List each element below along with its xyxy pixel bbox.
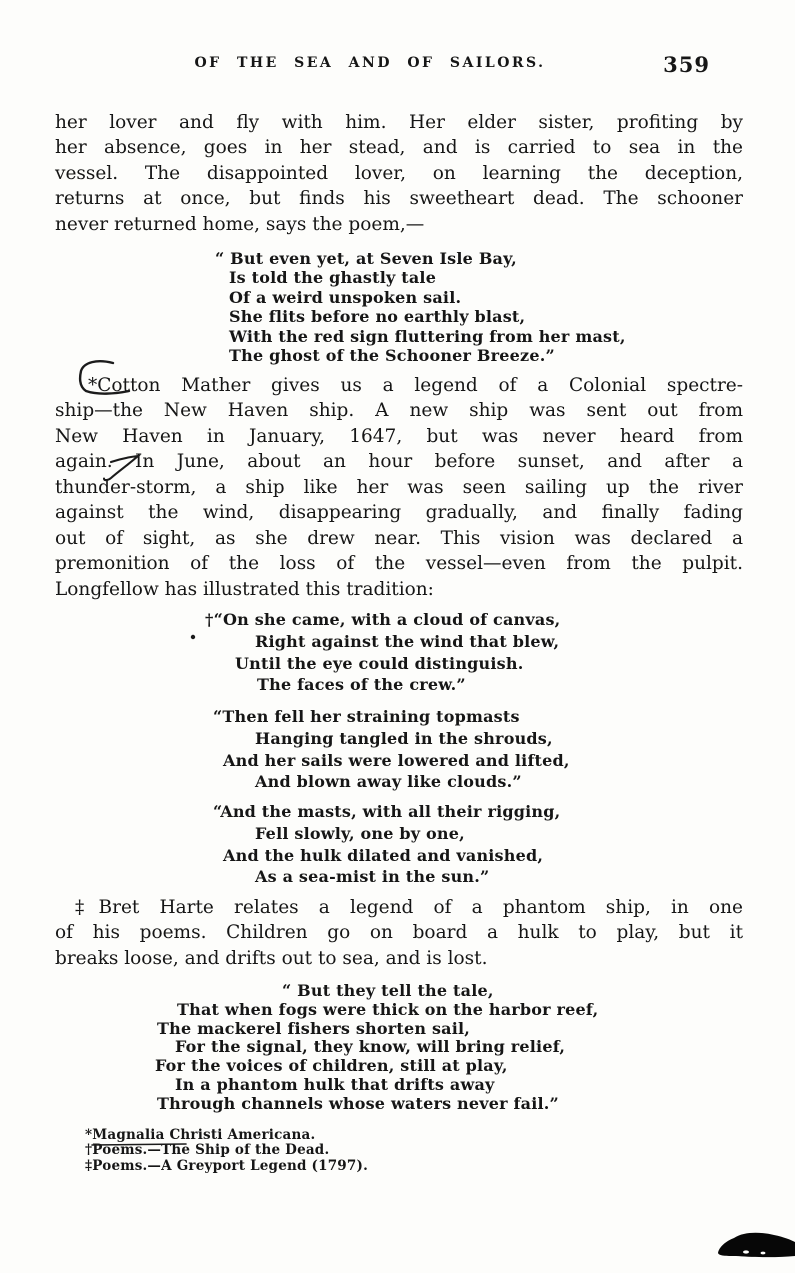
footnotes [85, 1128, 368, 1174]
text-line: her absence, goes in her stead, and is carried to sea in the [55, 137, 743, 159]
poem-longfellow-stanza-1 [205, 609, 560, 696]
page-number: 359 [663, 52, 710, 77]
poem-line: The mackerel fishers shorten sail, [157, 1018, 471, 1038]
poem-line: For the signal, they know, will bring relief, [175, 1037, 566, 1057]
pencil-dot-mark [191, 635, 195, 639]
poem-line: “ But even yet, at Seven Isle Bay, [215, 249, 517, 268]
text-line: ‡Poems.—A Greyport Legend (1797). [85, 1157, 368, 1174]
ink-smudge-speck [761, 1252, 766, 1255]
text-line: premonition of the loss of the vessel—even from the pulpit. [55, 553, 743, 575]
poem-schooner-breeze [215, 249, 626, 365]
text-line: Longfellow has illustrated this tradition: [55, 578, 434, 600]
paragraph-bret-harte [55, 895, 743, 971]
text-line: her lover and fly with him. Her elder sister, profiting by [55, 112, 743, 133]
page-header [30, 52, 710, 81]
poem-line: For the voices of children, still at play, [155, 1056, 508, 1076]
poem-line: Until the eye could distinguish. [235, 653, 524, 673]
text-line: thunder-storm, a ship like her was seen sailing up the river [55, 476, 743, 498]
paragraph-schooner-legend [55, 110, 743, 237]
poem-line: Is told the ghastly tale [229, 268, 437, 288]
text-line: †Poems.—The Ship of the Dead. [85, 1142, 330, 1159]
poem-line: And her sails were lowered and lifted, [223, 750, 570, 770]
text-line: of his poems. Children go on board a hulk to play, but it [55, 922, 743, 944]
text-line: *Magnalia Christi Americana. [85, 1127, 316, 1143]
text-line: *Cotton Mather gives us a legend of a Colonial spectre- [88, 375, 743, 396]
text-line: returns at once, but finds his sweetheart dead. The schooner [55, 188, 743, 210]
poem-greyport-legend [155, 982, 598, 1114]
paragraph-cotton-mather [55, 373, 743, 602]
text-line: never returned home, says the poem,— [55, 213, 425, 235]
poem-line: The faces of the crew.” [257, 675, 466, 695]
poem-line: With the red sign fluttering from her mast, [229, 326, 626, 346]
text-line: ‡Bret Harte relates a legend of a phantom ship, in one [75, 897, 743, 918]
poem-line: †“On she came, with a cloud of canvas, [205, 610, 561, 629]
poem-line: That when fogs were thick on the harbor reef, [177, 999, 599, 1019]
poem-line: She flits before no earthly blast, [229, 307, 526, 327]
poem-line: “ But they tell the tale, [282, 981, 494, 1000]
text-line: again. In June, about an hour before sunset, and after a [55, 451, 743, 473]
poem-longfellow-stanza-3 [213, 801, 560, 888]
poem-line: “And the masts, with all their rigging, [213, 802, 561, 821]
poem-line: In a phantom hulk that drifts away [175, 1074, 495, 1094]
poem-line: Of a weird unspoken sail. [229, 287, 462, 307]
running-title: OF THE SEA AND OF SAILORS. [194, 55, 546, 71]
text-line: vessel. The disappointed lover, on learning the deception, [55, 162, 743, 184]
text-line: against the wind, disappearing gradually, and finally fading [55, 502, 743, 524]
poem-line: Hanging tangled in the shrouds, [255, 728, 553, 748]
poem-line: And blown away like clouds.” [255, 772, 522, 792]
poem-longfellow-stanza-2 [213, 706, 570, 793]
poem-line: The ghost of the Schooner Breeze.” [229, 346, 555, 366]
text-line: out of sight, as she drew near. This vision was declared a [55, 527, 743, 549]
text-line: New Haven in January, 1647, but was never heard from [55, 425, 743, 447]
text-line: ship—the New Haven ship. A new ship was sent out from [55, 400, 743, 422]
poem-line: Through channels whose waters never fail.” [157, 1093, 559, 1113]
poem-line: “Then fell her straining topmasts [213, 707, 520, 726]
text-line: breaks loose, and drifts out to sea, and is lost. [55, 947, 488, 969]
ink-smudge-blob [718, 1233, 795, 1257]
poem-line: Fell slowly, one by one, [255, 823, 465, 843]
poem-line: As a sea-mist in the sun.” [255, 867, 490, 887]
ink-smudge-speck [743, 1250, 749, 1253]
poem-line: Right against the wind that blew, [255, 631, 560, 651]
poem-line: And the hulk dilated and vanished, [223, 845, 544, 865]
